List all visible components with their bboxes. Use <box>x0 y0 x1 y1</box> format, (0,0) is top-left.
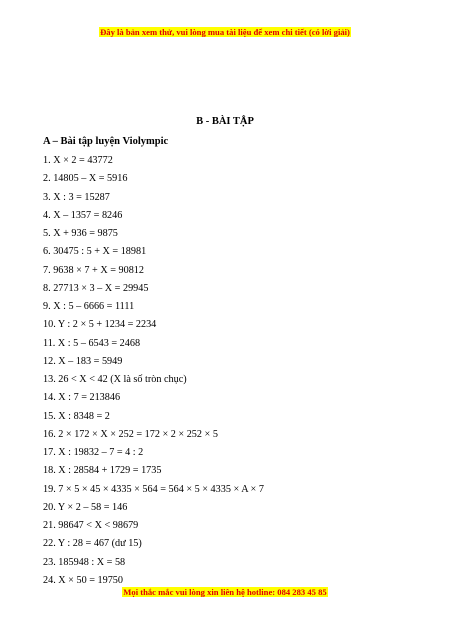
preview-notice <box>0 27 450 37</box>
exercise-item: 13. 26 < X < 42 (X là số tròn chục) <box>43 374 187 385</box>
exercise-item: 23. 185948 : X = 58 <box>43 556 126 568</box>
exercise-item: 18. X : 28584 + 1729 = 1735 <box>43 465 162 477</box>
exercise-item: 12. X – 183 = 5949 <box>43 355 123 367</box>
exercise-item: 21. 98647 < X < 98679 <box>43 520 139 531</box>
exercise-item: 6. 30475 : 5 + X = 18981 <box>43 246 147 258</box>
exercise-item: 10. Y : 2 × 5 + 1234 = 2234 <box>43 319 157 331</box>
exercise-item: 22. Y : 28 = 467 (dư 15) <box>43 538 142 550</box>
exercise-list <box>43 152 264 590</box>
exercise-item: 5. X + 936 = 9875 <box>43 228 118 239</box>
exercise-item: 2. 14805 – X = 5916 <box>43 173 128 185</box>
preview-notice-text: Đây là bản xem thử, vui lòng mua tài liệu để xem chi tiết (có lời giải) <box>100 27 350 37</box>
exercise-item: 16. 2 × 172 × X × 252 = 172 × 2 × 252 × 5 <box>43 428 218 440</box>
subheading: A – Bài tập luyện Violympic <box>43 136 169 147</box>
exercise-item: 15. X : 8348 = 2 <box>43 410 110 422</box>
hotline-notice <box>0 587 450 597</box>
exercise-item: 19. 7 × 5 × 45 × 4335 × 564 = 564 × 5 × 4335 × A × 7 <box>43 483 264 495</box>
exercise-item: 24. X × 50 = 19750 <box>43 574 123 586</box>
exercise-item: 20. Y × 2 – 58 = 146 <box>43 501 128 513</box>
exercise-item: 17. X : 19832 – 7 = 4 : 2 <box>43 447 144 458</box>
exercise-item: 3. X : 3 = 15287 <box>43 191 110 203</box>
exercise-item: 8. 27713 × 3 – X = 29945 <box>43 282 149 294</box>
exercise-item: 11. X : 5 – 6543 = 2468 <box>43 337 141 349</box>
exercise-item: 1. X × 2 = 43772 <box>43 155 113 166</box>
hotline-notice-text: Mọi thắc mắc vui lòng xin liên hệ hotline: 084 283 45 85 <box>123 587 327 597</box>
exercise-item: 9. X : 5 – 6666 = 1111 <box>43 301 135 312</box>
exercise-item: 4. X – 1357 = 8246 <box>43 209 123 221</box>
section-title: B - BÀI TẬP <box>196 116 254 127</box>
exercise-item: 7. 9638 × 7 + X = 90812 <box>43 264 144 276</box>
exercise-item: 14. X : 7 = 213846 <box>43 392 121 404</box>
